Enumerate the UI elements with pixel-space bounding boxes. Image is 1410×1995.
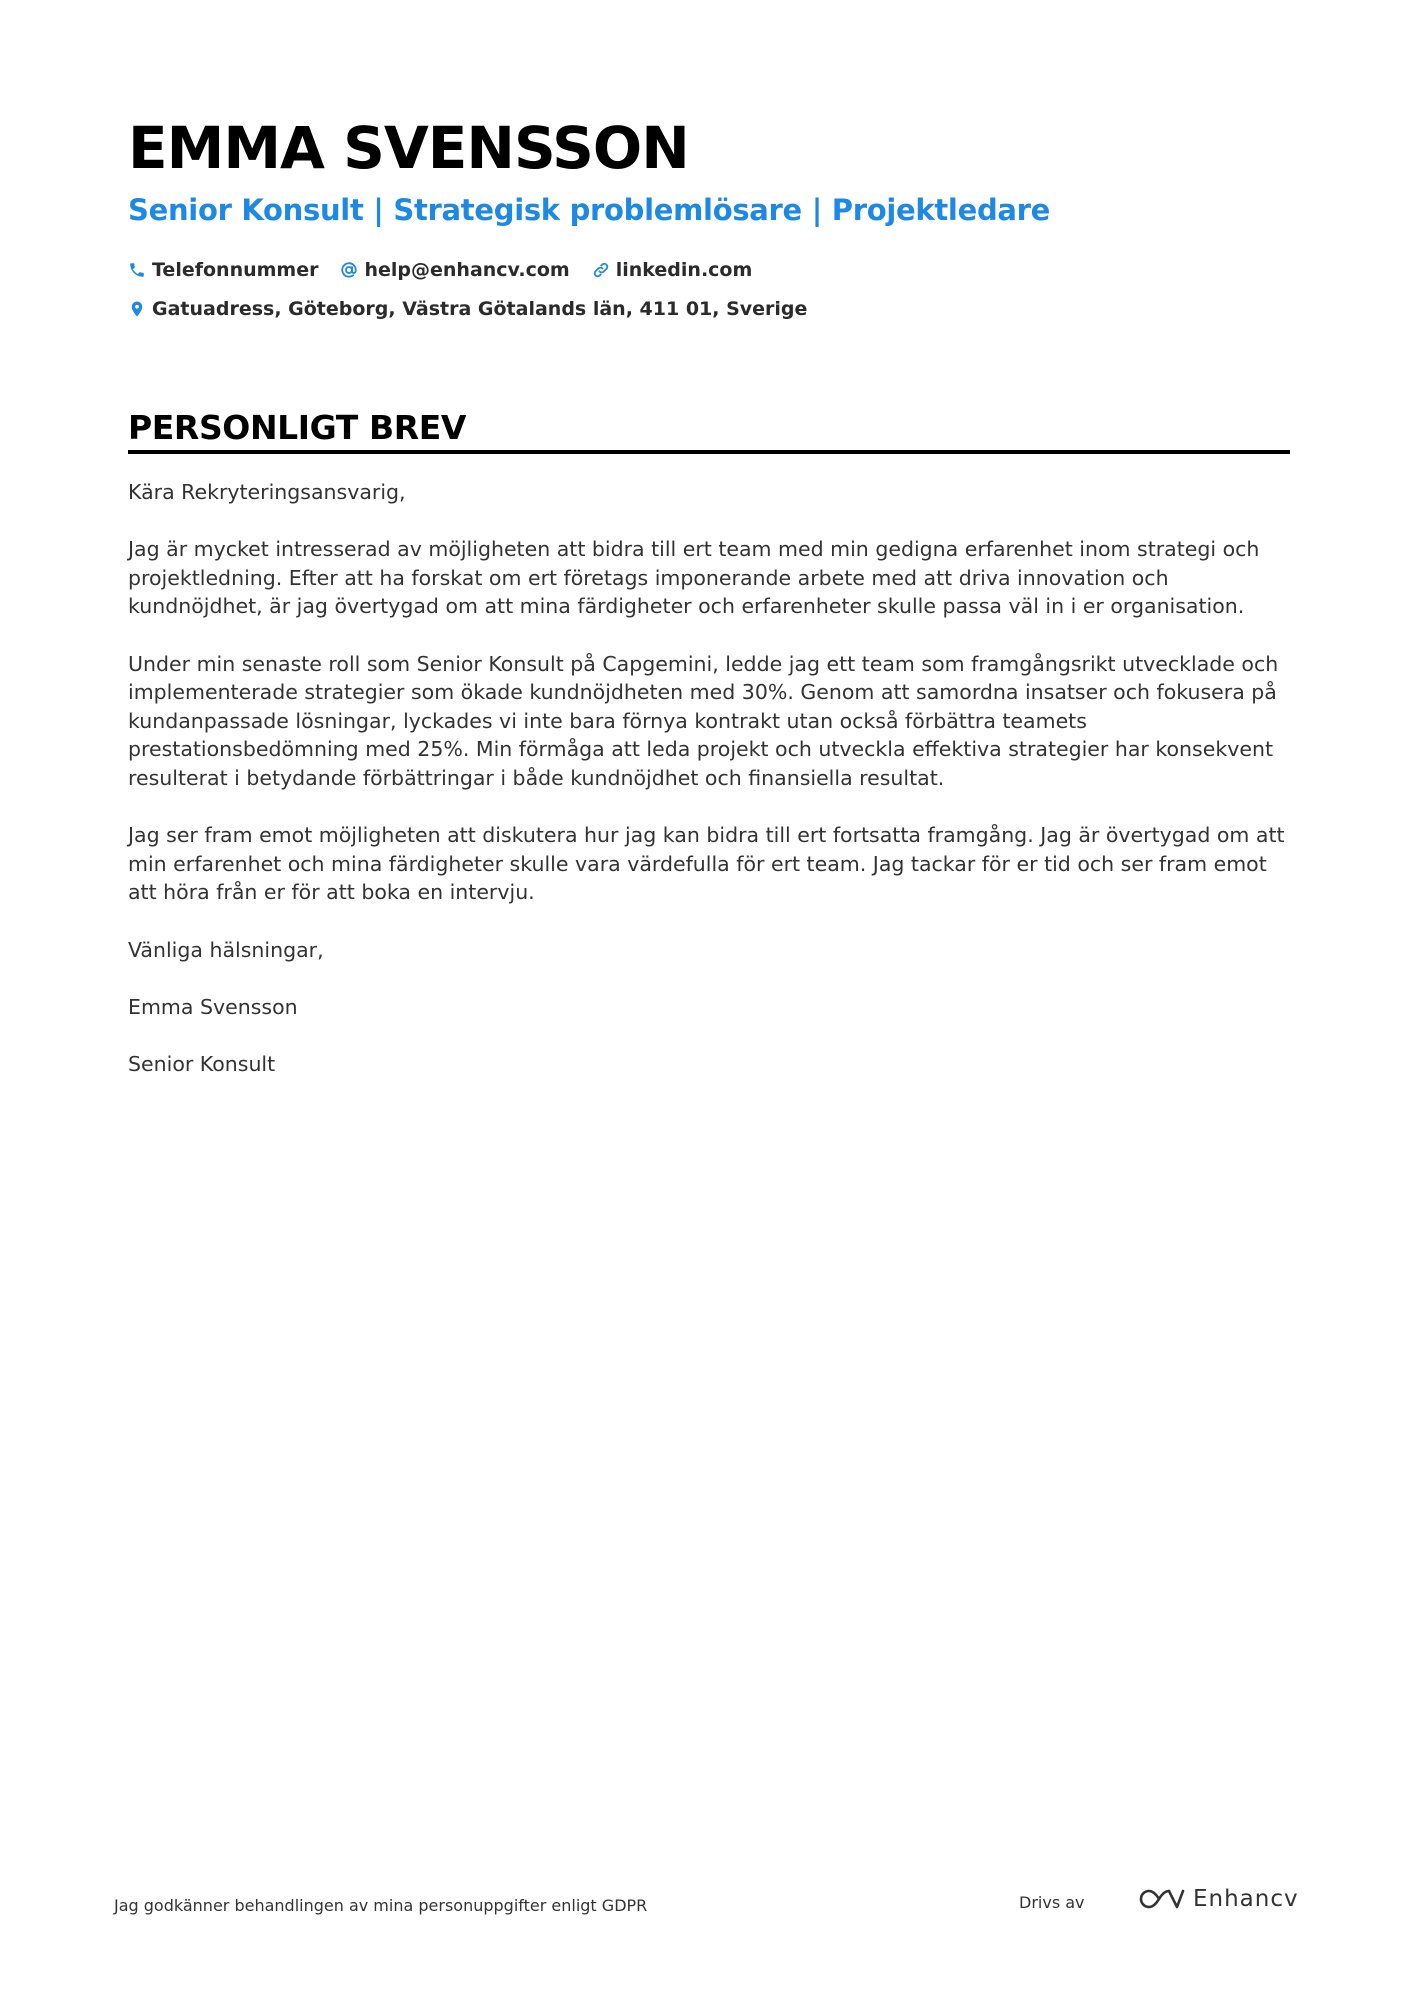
contact-linkedin[interactable] [592,259,753,281]
section-title: PERSONLIGT BREV [128,408,467,447]
contact-email[interactable] [340,259,569,281]
location-pin-icon [128,300,146,318]
letter-greeting: Kära Rekryteringsansvarig, [128,480,406,504]
signature-title: Senior Konsult [128,1051,276,1076]
contact-phone [128,259,318,281]
resume-header [128,108,1290,328]
letter-closing: Vänliga hälsningar, [128,937,324,962]
phone-text: Telefonnummer [152,258,319,281]
link-icon [592,261,610,279]
enhancv-logo[interactable] [1139,1886,1299,1912]
letter-paragraph: Jag ser fram emot möjligheten att diskutera hur jag kan bidra till ert fortsatta framgång. Jag är övertygad om att min erfarenhet och mina färdigheter skulle vara värdefulla för ert team. Jag tackar för er tid och ser fram emot att höra från er för att boka en intervju. [128,823,1285,905]
email-link[interactable]: help@enhancv.com [364,258,570,281]
contact-row-primary [128,250,1290,289]
contact-info [128,250,1290,328]
phone-icon [128,261,146,279]
signature-name: Emma Svensson [128,994,298,1019]
candidate-name: EMMA SVENSSON [128,114,689,182]
section-divider [128,450,1290,454]
letter-paragraph: Under min senaste roll som Senior Konsult på Capgemini, ledde jag ett team som framgångsrikt utvecklade och implementerade strategier som ökade kundnöjdheten med 30%. Genom att samordna insatser och fokusera på kundanpassade lösningar, lyckades vi inte bara förnya kontrakt utan också förbättra teamets prestationsbedömning med 25%. Min förmåga att leda projekt och utveckla effektiva strategier har konsekvent resulterat i betydande förbättringar i både kundnöjdhet och finansiella resultat. [128,651,1279,790]
linkedin-link[interactable]: linkedin.com [615,258,753,281]
at-icon [340,261,358,279]
address-text: Gatuadress, Göteborg, Västra Götalands län, 411 01, Sverige [152,297,808,320]
enhancv-logo-icon [1139,1886,1185,1912]
contact-row-secondary [128,289,1290,328]
contact-address [128,298,807,320]
letter-body [128,478,1298,1107]
letter-paragraph: Jag är mycket intresserad av möjligheten att bidra till ert team med min gedigna erfarenhet inom strategi och projektledning. Efter att ha forskat om ert företags imponerande arbete med att driva innovation och kundnöjdhet, är jag övertygad om att mina färdigheter och erfarenheter skulle passa väl in i er organisation. [128,537,1260,619]
candidate-headline: Senior Konsult | Strategisk problemlösare | Projektledare [128,193,1051,227]
powered-by-label: Drivs av [1019,1893,1085,1912]
brand-name: Enhancv [1193,1886,1299,1912]
gdpr-consent: Jag godkänner behandlingen av mina personuppgifter enligt GDPR [114,1896,648,1915]
